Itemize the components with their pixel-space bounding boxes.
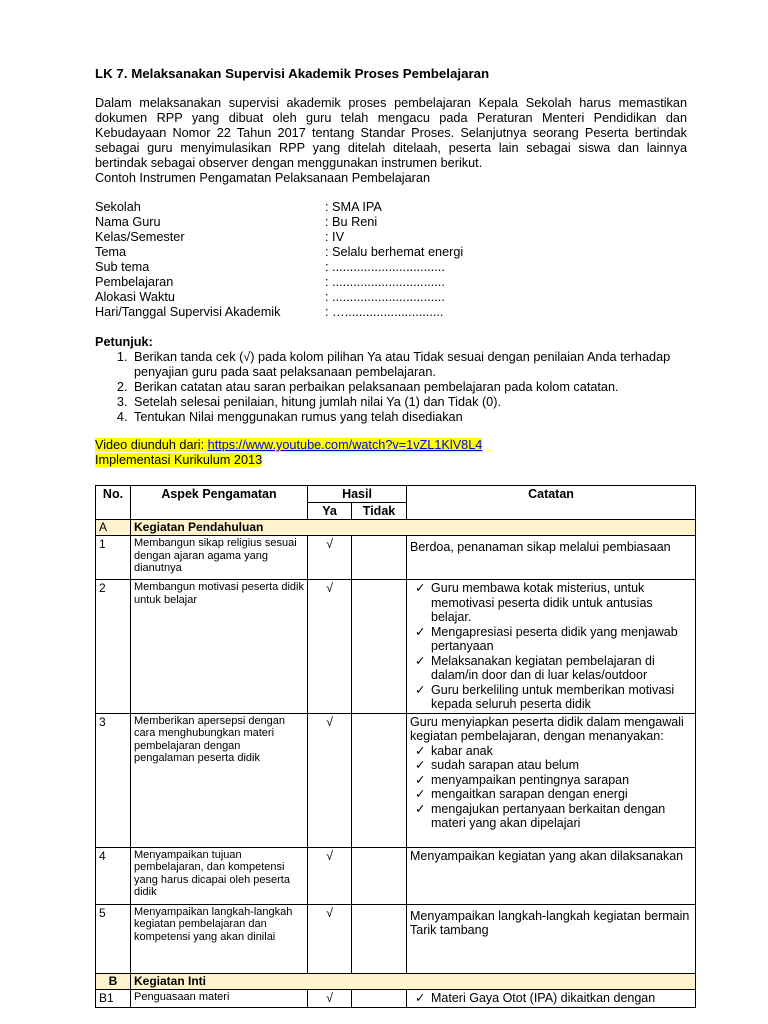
section-title: Kegiatan Inti [131,973,696,989]
info-row [95,230,463,245]
instructions [95,335,695,425]
info-label: Sekolah [95,200,141,214]
row-number: 3 [96,713,131,847]
check-item: ✓ Guru membawa kotak misterius, untuk memotivasi peserta didik untuk antusias belajar. [410,581,692,625]
row-aspek: Penguasaan materi [131,989,308,1007]
header-catatan: Catatan [407,486,696,520]
video-prefix: Video diunduh dari: [95,438,208,452]
section-row-a [96,520,696,536]
row-catatan [407,536,696,580]
check-item: ✓ Guru berkeliling untuk memberikan motivasi kepada seluruh peserta didik [410,683,692,712]
section-code: B [96,973,131,989]
row-ya-check: √ [308,847,352,904]
row-tidak [352,847,407,904]
intro-subtitle: Contoh Instrumen Pengamatan Pelaksanaan Pembelajaran [95,171,431,185]
table-row [96,536,696,580]
info-row [95,200,463,215]
row-number: B1 [96,989,131,1007]
row-tidak [352,713,407,847]
section-row-b [96,973,696,989]
info-value: : Selalu berhemat energi [325,245,464,259]
video-source-line [95,438,482,452]
header-hasil: Hasil [308,486,407,503]
info-value: : …............................ [325,305,444,319]
row-aspek: Menyampaikan langkah-langkah kegiatan pembelajaran dan kompetensi yang akan dinilai [131,904,308,973]
info-row [95,290,463,305]
info-label: Kelas/Semester [95,230,185,244]
row-catatan [407,904,696,973]
table-row [96,989,696,1007]
table-row [96,713,696,847]
instruction-item: 4. Tentukan Nilai menggunakan rumus yang telah disediakan [131,410,695,425]
info-value: : Bu Reni [325,215,378,229]
video-caption: Implementasi Kurikulum 2013 [95,453,263,467]
catatan-checklist [410,744,692,831]
row-tidak [352,904,407,973]
observation-table [95,485,696,1008]
row-catatan [407,989,696,1007]
row-number: 4 [96,847,131,904]
intro-section [95,96,687,186]
catatan-checklist [410,581,692,712]
info-row [95,215,463,230]
row-tidak [352,536,407,580]
row-aspek: Menyampaikan tujuan pembelajaran, dan kompetensi yang harus dicapai oleh peserta didik [131,847,308,904]
row-aspek: Memberikan apersepsi dengan cara menghubungkan materi pembelajaran dengan pengalaman peserta didik [131,713,308,847]
row-ya-check: √ [308,580,352,714]
info-row [95,305,463,320]
check-item: ✓ Materi Gaya Otot (IPA) dikaitkan dengan [410,991,692,1006]
row-tidak [352,580,407,714]
section-title: Kegiatan Pendahuluan [131,520,696,536]
table-row [96,847,696,904]
header-tidak: Tidak [352,503,407,520]
identity-info [95,200,463,320]
info-row [95,245,463,260]
info-row [95,260,463,275]
check-item: ✓ kabar anak [410,744,692,759]
row-number: 1 [96,536,131,580]
instructions-list [95,350,695,425]
info-value: : IV [325,230,345,244]
catatan-text: Menyampaikan langkah-langkah kegiatan bermain Tarik tambang [410,908,690,937]
info-label: Pembelajaran [95,275,174,289]
info-value: : ................................ [325,290,445,304]
catatan-text: Guru menyiapkan peserta didik dalam mengawali kegiatan pembelajaran, dengan menanyakan: [410,714,684,743]
check-item: ✓ sudah sarapan atau belum [410,758,692,773]
video-source [95,438,482,468]
table-header-row [96,486,696,503]
header-ya: Ya [308,503,352,520]
row-aspek: Membangun sikap religius sesuai dengan ajaran agama yang dianutnya [131,536,308,580]
info-row [95,275,463,290]
info-label: Tema [95,245,127,259]
row-number: 2 [96,580,131,714]
info-label: Hari/Tanggal Supervisi Akademik [95,305,281,319]
check-item: ✓ menyampaikan pentingnya sarapan [410,773,692,788]
row-catatan: Menyampaikan kegiatan yang akan dilaksanakan [407,847,696,904]
catatan-checklist [410,991,692,1006]
instruction-item: 2. Berikan catatan atau saran perbaikan pelaksanaan pembelajaran pada kolom catatan. [131,380,695,395]
row-ya-check: √ [308,989,352,1007]
row-catatan [407,580,696,714]
info-value: : ................................ [325,275,445,289]
info-value: : ................................ [325,260,445,274]
page-title: LK 7. Melaksanakan Supervisi Akademik Proses Pembelajaran [95,66,490,81]
info-label: Sub tema [95,260,150,274]
row-ya-check: √ [308,536,352,580]
instruction-item: 3. Setelah selesai penilaian, hitung jumlah nilai Ya (1) dan Tidak (0). [131,395,695,410]
info-value: : SMA IPA [325,200,382,214]
check-item: ✓ Melaksanakan kegiatan pembelajaran di dalam/in door dan di luar kelas/outdoor [410,654,692,683]
video-link[interactable]: https://www.youtube.com/watch?v=1vZL1KlV8L4 [207,438,483,452]
check-item: ✓ Mengapresiasi peserta didik yang menjawab pertanyaan [410,625,692,654]
header-aspek: Aspek Pengamatan [131,486,308,520]
table-row [96,580,696,714]
row-tidak [352,989,407,1007]
row-number: 5 [96,904,131,973]
header-no: No. [96,486,131,520]
row-catatan [407,713,696,847]
check-item: ✓ mengaitkan sarapan dengan energi [410,787,692,802]
row-aspek: Membangun motivasi peserta didik untuk belajar [131,580,308,714]
info-label: Alokasi Waktu [95,290,175,304]
row-ya-check: √ [308,713,352,847]
intro-paragraph: Dalam melaksanakan supervisi akademik proses pembelajaran Kepala Sekolah harus memastikan dokumen RPP yang dibuat oleh guru telah mengacu pada Peraturan Menteri Pendidikan dan Kebudayaan Nomor 22 Tahun 2017 tentang Standar Proses. Selanjutnya seorang Peserta bertindak sebagai guru menyimulasikan RPP yang ditelah ditelaah, peserta lain sebagai siswa dan lainnya bertindak sebagai observer dengan menggunakan instrumen berikut. [95,96,687,170]
table-row [96,904,696,973]
section-code: A [96,520,131,536]
info-label: Nama Guru [95,215,161,229]
check-item: ✓ mengajukan pertanyaan berkaitan dengan materi yang akan dipelajari [410,802,692,831]
instruction-item: 1. Berikan tanda cek (√) pada kolom pilihan Ya atau Tidak sesuai dengan penilaian Anda terhadap penyajian guru pada saat pelaksanaan pembelajaran. [131,350,695,380]
instructions-heading: Petunjuk: [95,335,153,349]
catatan-text: Berdoa, penanaman sikap melalui pembiasaan [410,540,671,554]
row-ya-check: √ [308,904,352,973]
